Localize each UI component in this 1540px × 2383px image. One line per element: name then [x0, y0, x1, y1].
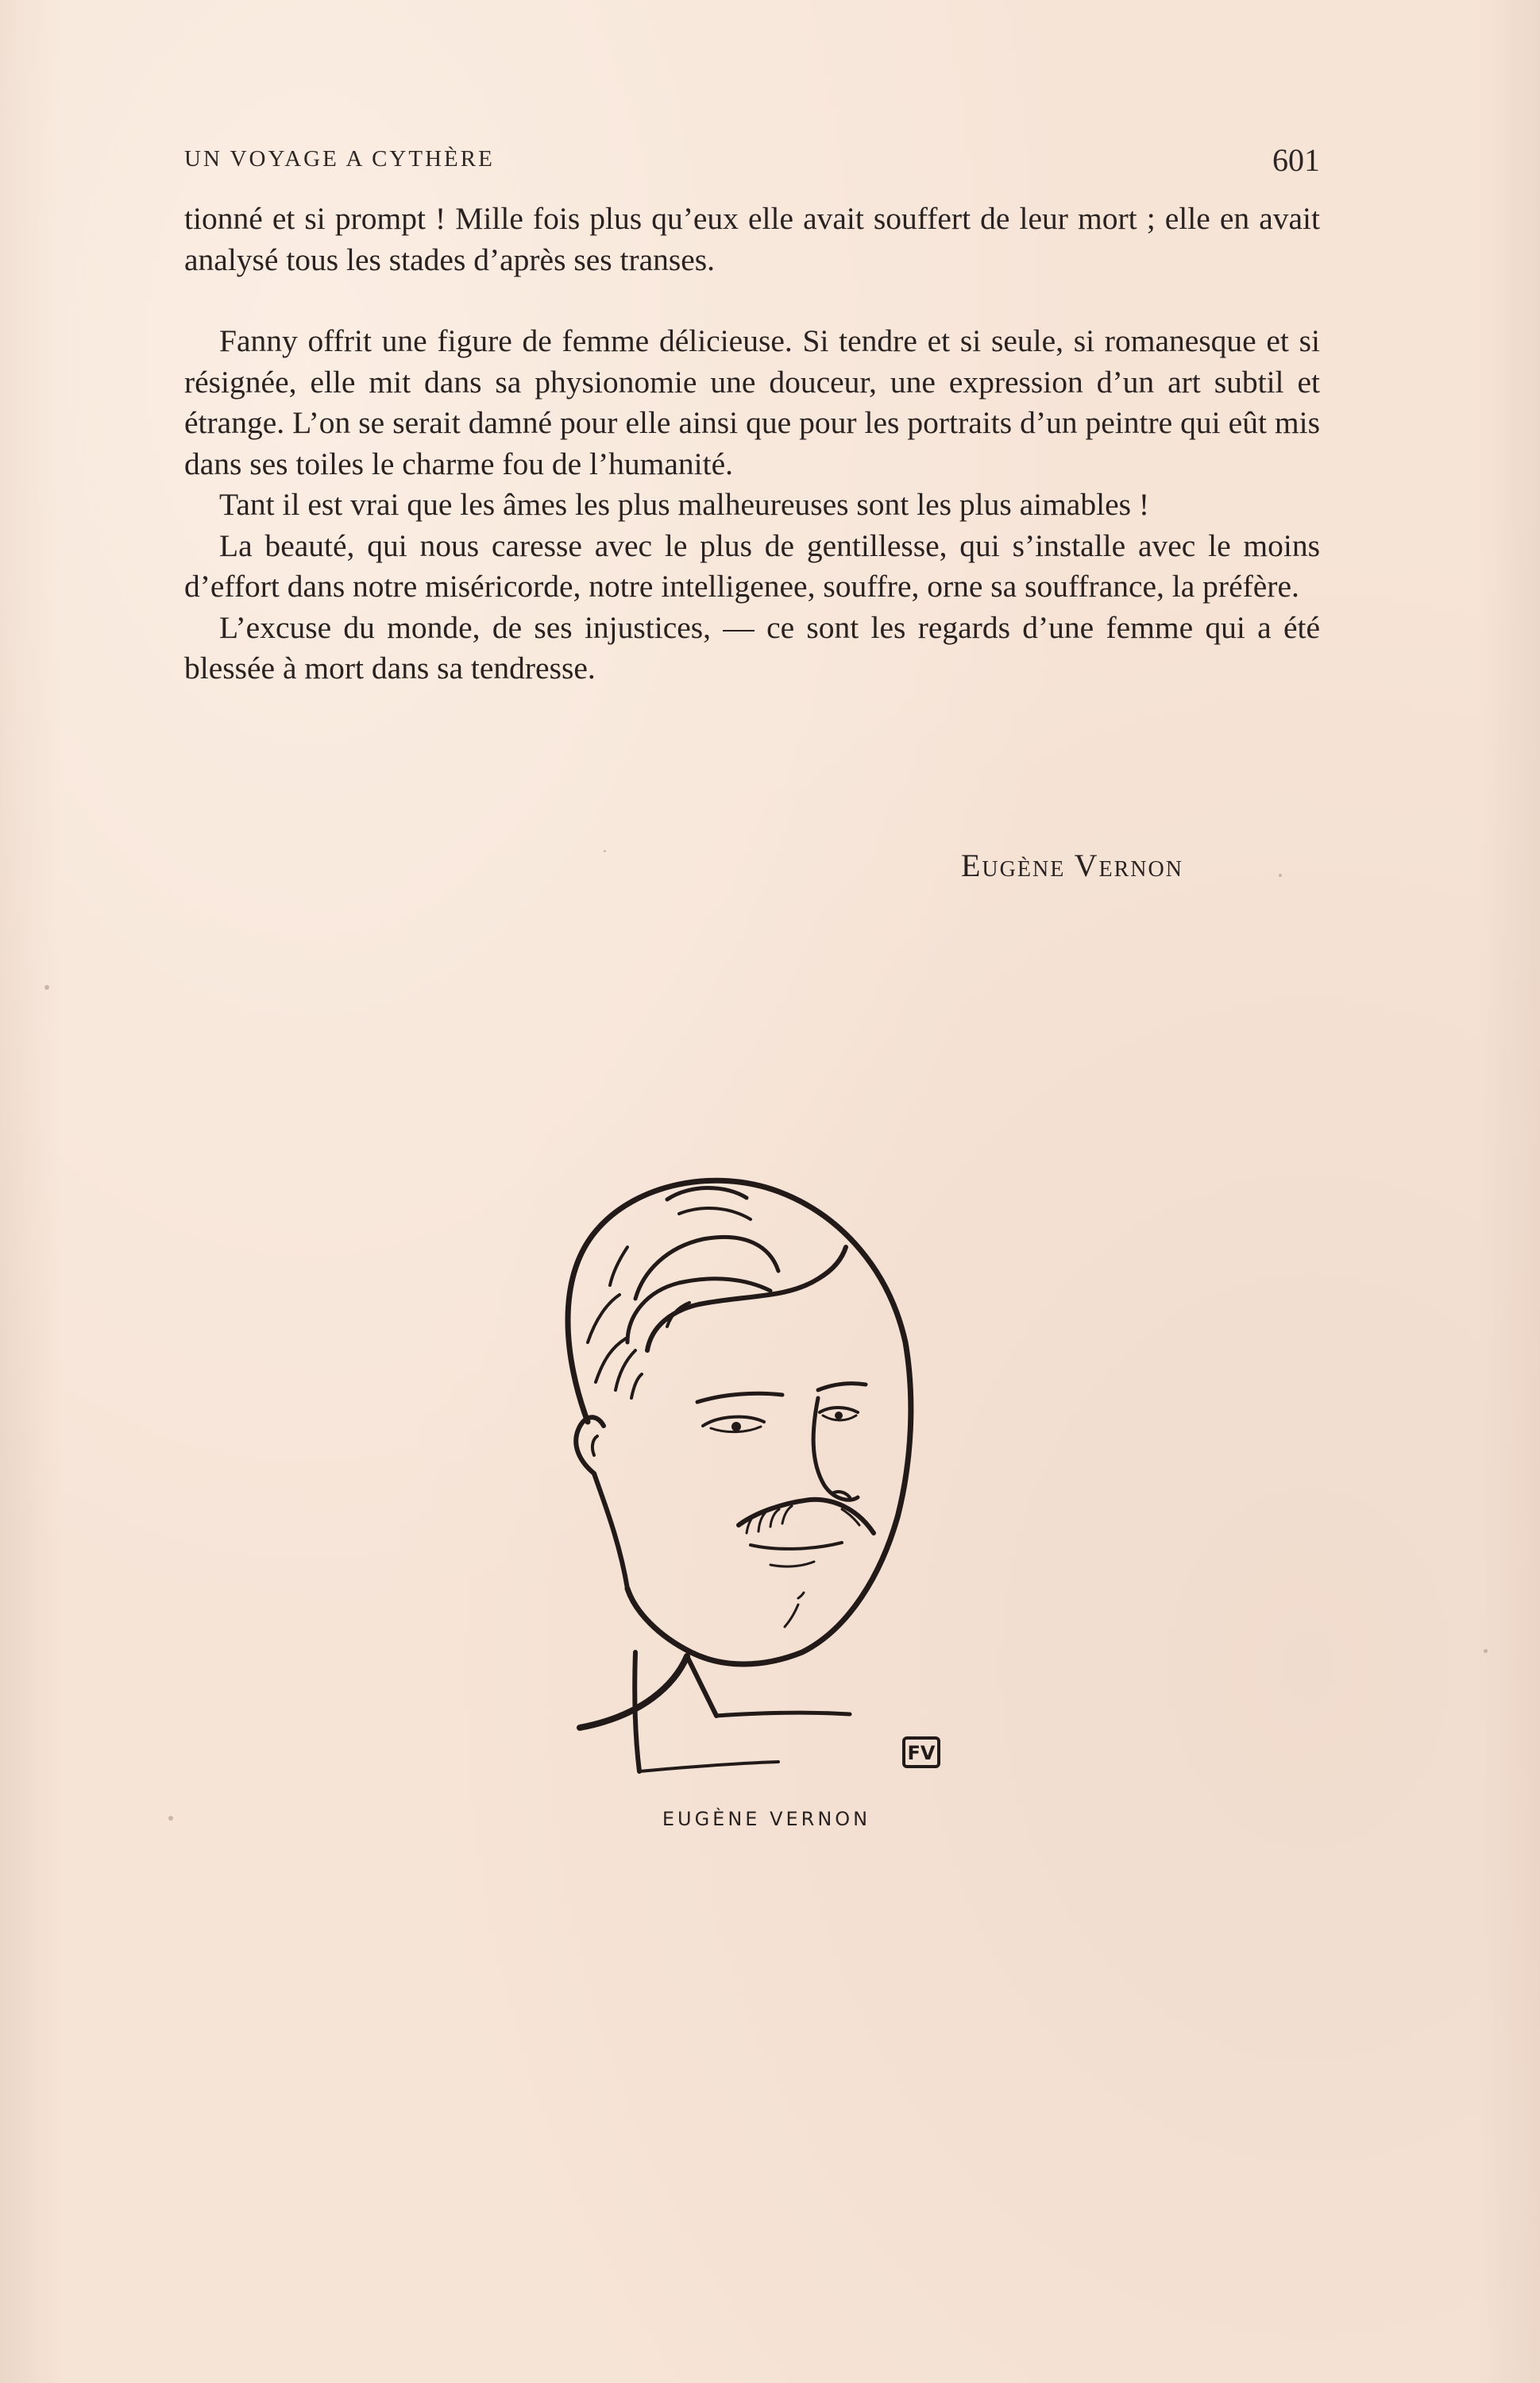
paper-speck [604, 850, 606, 852]
author-signature: Eugène Vernon [961, 848, 1183, 883]
paragraph: Tant il est vrai que les âmes les plus malheureuses sont les plus aimables ! [219, 487, 1149, 522]
portrait-illustration [508, 1160, 1017, 1795]
paper-speck [1484, 1649, 1488, 1653]
monogram: FV [907, 1742, 936, 1764]
paper-speck [168, 1816, 173, 1821]
body-text [184, 199, 1320, 689]
paragraph: La beauté, qui nous caresse avec le plus de gentillesse, qui s’installe avec le moins d’effort dans notre miséricorde, notre intelligenee, souffre, orne sa souffrance, la préfère. [184, 527, 1320, 604]
page-number: 601 [1272, 142, 1320, 178]
paragraph: Fanny offrit une figure de femme délicieuse. Si tendre et si seule, si romanesque et si résignée, elle mit dans sa physionomie une douceur, une expression d’un art subtil et étrange. L’on se serait damné pour elle ainsi que pour les portraits d’un peintre qui eût mis dans ses toiles le charme fou de l’humanité. [184, 323, 1320, 481]
paper-speck [1279, 874, 1282, 877]
running-title: UN VOYAGE A CYTHÈRE [184, 146, 495, 172]
paragraph: L’excuse du monde, de ses injustices, — ce sont les regards d’une femme qui a été blessée à mort dans sa tendresse. [184, 609, 1320, 686]
paragraph-continuation: tionné et si prompt ! Mille fois plus qu’eux elle avait souffert de leur mort ; elle en avait analysé tous les stades d’après ses transes. [184, 201, 1320, 277]
paper-speck [44, 985, 49, 990]
portrait-drawing [508, 1160, 1017, 1795]
illustration-caption: EUGÈNE VERNON [662, 1808, 871, 1830]
paragraph-gap [184, 280, 1320, 321]
running-head [184, 141, 1320, 180]
